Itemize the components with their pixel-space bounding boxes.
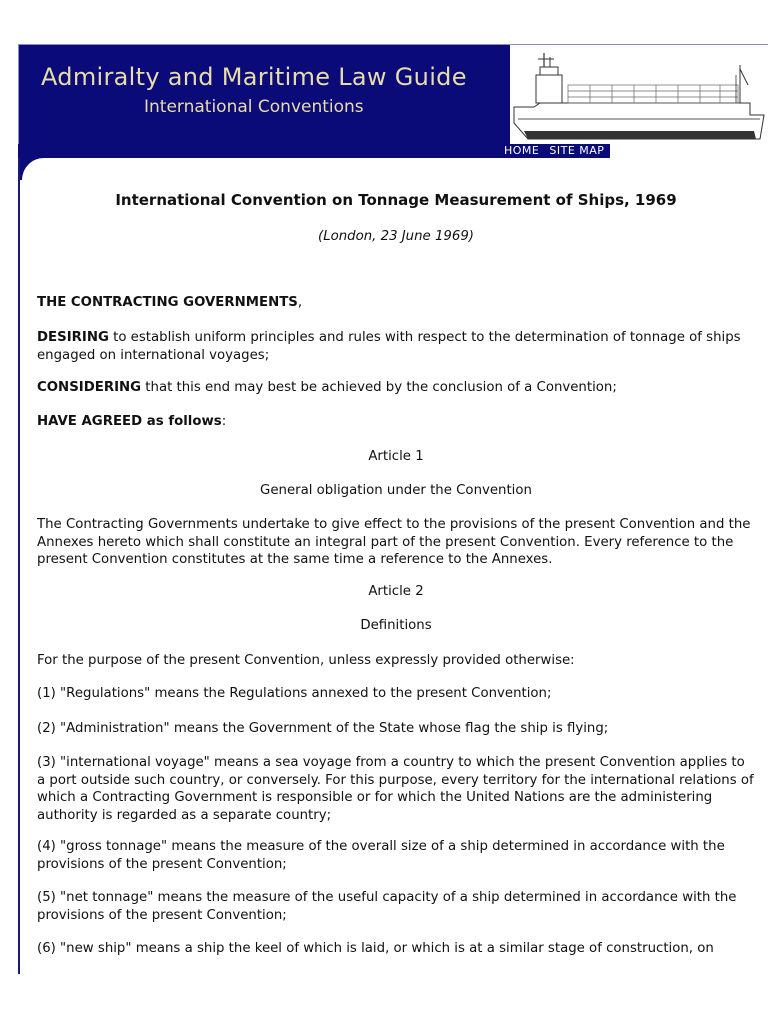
- definition-1: (1) "Regulations" means the Regulations annexed to the present Convention;: [37, 686, 552, 701]
- definition-2: (2) "Administration" means the Government of the State whose flag the ship is flying;: [37, 721, 609, 736]
- document-title: International Convention on Tonnage Measurement of Ships, 1969: [115, 191, 677, 209]
- article-1-heading: General obligation under the Convention: [260, 483, 532, 498]
- desiring-text: to establish uniform principles and rules with respect to the determination of tonnage of ships engaged on international voyages;: [37, 330, 741, 363]
- considering-paragraph: [37, 379, 755, 397]
- article-1-text: The Contracting Governments undertake to give effect to the provisions of the present Convention and the Annexes hereto which shall constitute an integral part of the present Convention. Every reference to the present Convention constitutes at the same time a reference to the Annexes.: [37, 517, 751, 567]
- banner: [18, 44, 511, 145]
- article-1-title: Article 1: [368, 449, 424, 464]
- desiring-paragraph: [37, 329, 755, 364]
- desiring-label: DESIRING: [37, 330, 109, 345]
- definition-5: (5) "net tonnage" means the measure of the useful capacity of a ship determined in accordance with the provisions of the present Convention;: [37, 890, 737, 923]
- article-2-intro: For the purpose of the present Convention, unless expressly provided otherwise:: [37, 653, 575, 668]
- preamble-heading-tail: ,: [297, 295, 303, 310]
- site-title: Admiralty and Maritime Law Guide: [41, 63, 467, 91]
- definition-4: (4) "gross tonnage" means the measure of the overall size of a ship determined in accordance with the provisions of the present Convention;: [37, 839, 725, 872]
- agreed-paragraph: [37, 413, 755, 431]
- site-header: [18, 44, 768, 158]
- preamble-heading: [37, 294, 755, 312]
- considering-text: that this end may best be achieved by the conclusion of a Convention;: [141, 380, 617, 395]
- considering-label: CONSIDERING: [37, 380, 142, 395]
- definition-6: (6) "new ship" means a ship the keel of which is laid, or which is at a similar stage of construction, on: [37, 941, 714, 956]
- definition-3: (3) "international voyage" means a sea voyage from a country to which the present Convention applies to a port outside such country, or conversely. For this purpose, every territory for the international relations of which a Contracting Government is responsible or for which the United Nations are the administering authority is regarded as a separate country;: [37, 755, 754, 823]
- document-date: (London, 23 June 1969): [318, 229, 474, 244]
- ship-icon: [510, 45, 768, 145]
- nav-site-map-link[interactable]: SITE MAP: [549, 144, 605, 157]
- ship-illustration: [510, 44, 768, 145]
- article-2-title: Article 2: [368, 584, 424, 599]
- page-border: [18, 158, 20, 974]
- agreed-tail: :: [221, 414, 227, 429]
- site-subtitle: International Conventions: [144, 97, 364, 117]
- preamble-heading-text: THE CONTRACTING GOVERNMENTS: [37, 295, 298, 310]
- header-curve: [20, 158, 54, 180]
- agreed-label: HAVE AGREED as follows: [37, 414, 222, 429]
- article-2-heading: Definitions: [360, 618, 432, 633]
- nav-links: [504, 144, 604, 158]
- nav-home-link[interactable]: HOME: [504, 144, 540, 157]
